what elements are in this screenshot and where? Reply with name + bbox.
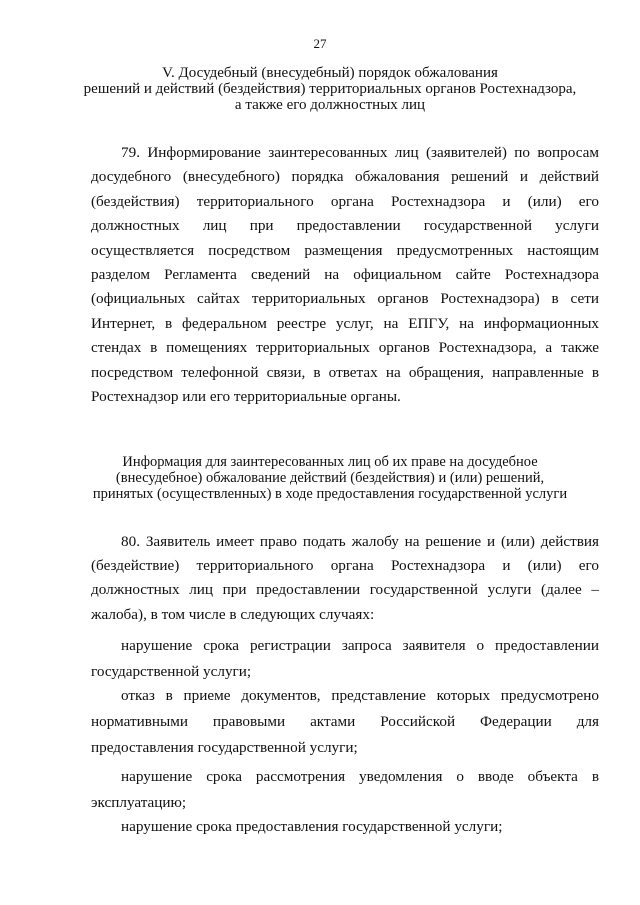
section-heading-line: решений и действий (бездействия) территориальных органов Ростехнадзора, bbox=[83, 81, 577, 97]
case-item: нарушение срока предоставления государственной услуги; bbox=[121, 818, 503, 835]
subsection-heading-line: принятых (осуществленных) в ходе предоставления государственной услуги bbox=[92, 486, 568, 502]
subsection-heading bbox=[80, 454, 580, 502]
paragraph-80: 80. Заявитель имеет право подать жалобу на решение и (или) действия (бездействие) территориального органа Ростехнадзора и (или) его должностных лиц при предоставлении государственной услуги (далее – жалоба), в том числе в следующих случаях: bbox=[91, 533, 599, 623]
section-heading-line: а также его должностных лиц bbox=[234, 97, 426, 113]
page-number: 27 bbox=[313, 36, 327, 51]
section-heading-line: V. Досудебный (внесудебный) порядок обжалования bbox=[162, 65, 498, 81]
section-heading bbox=[80, 65, 580, 113]
subsection-heading-line: Информация для заинтересованных лиц об их праве на досудебное bbox=[122, 454, 538, 470]
case-item: отказ в приеме документов, представление которых предусмотрено нормативными правовыми актами Российской Федерации для предоставления государственной услуги; bbox=[91, 687, 599, 756]
subsection-heading-line: (внесудебное) обжалование действий (бездействия) и (или) решений, bbox=[115, 470, 545, 486]
case-item: нарушение срока рассмотрения уведомления о вводе объекта в эксплуатацию; bbox=[91, 768, 599, 811]
case-item: нарушение срока регистрации запроса заявителя о предоставлении государственной услуги; bbox=[91, 637, 599, 680]
paragraph-79: 79. Информирование заинтересованных лиц (заявителей) по вопросам досудебного (внесудебного) порядка обжалования решений и действий (бездействия) территориального органа Ростехнадзора и (или) его должностных лиц при предоставлении государственной услуги осуществляется посредством размещения предусмотренных настоящим разделом Регламента сведений на официальном сайте Ростехнадзора (официальных сайтах территориальных органов Ростехнадзора) в сети Интернет, в федеральном реестре услуг, на ЕПГУ, на информационных стендах в помещениях территориальных органов Ростехнадзора, а также посредством телефонной связи, в ответах на обращения, направленные в Ростехнадзор или его территориальные органы. bbox=[91, 144, 599, 406]
